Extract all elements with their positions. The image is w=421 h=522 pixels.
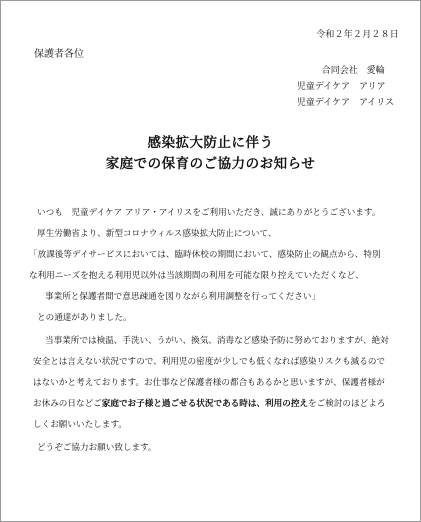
sender-facility-aria: 児童デイケア アリア <box>296 82 386 92</box>
quote-line-2: な利用ニーズを抱える利用児以外は当該期間の利用を可能な限り控えていただくなど、 <box>29 271 364 281</box>
closing-paragraph: どうぞご協力お願い致します。 <box>37 443 157 453</box>
main-line-3: はないかと考えております。お仕事など保護者様の都合もあるかと思いますが、保護者様が <box>33 378 385 388</box>
quote-line-1: 「放課後等デイサービスにおいては、臨時休校の期間において、感染防止の観点から、特別 <box>29 250 381 260</box>
notice-paragraph: との通達がありました。 <box>37 313 132 323</box>
main-line-1: 当事業所では検温、手洗い、うがい、換気、消毒など感染予防に努めておりますが、絶対 <box>45 336 389 346</box>
main-line-5: しくお願いいたします。 <box>33 420 127 430</box>
main-line-4-start: お休みの日などご <box>33 399 102 409</box>
sender-block <box>297 63 394 111</box>
title-line-2: 家庭での保育のご協力のお知らせ <box>105 156 316 172</box>
greeting-paragraph: いつも 児童デイケア アリア・アイリスをご利用いただき、誠にありがとうございます。 <box>37 208 381 218</box>
intro-paragraph: 厚生労働省より、新型コロナウィルス感染拡大防止について、 <box>37 229 277 239</box>
main-line-4-end: をご検討のほどよろ <box>308 399 386 409</box>
sender-facility-iris: 児童デイケア アイリス <box>296 98 394 108</box>
body-text <box>29 205 404 456</box>
quote-line-3: 事業所と保護者間で意思疎通を図りながら利用調整を行ってください」 <box>45 292 321 302</box>
sender-company: 合同会社 愛輪 <box>321 66 385 76</box>
main-line-4-emphasis: 家庭でお子様と過ごせる状況である時は、利用の控え <box>101 399 309 409</box>
main-line-2: 安全とは言えない状況ですので、利用児の密度が少しでも低くなれば感染リスクも減るので <box>33 357 386 367</box>
addressee: 保護者各位 <box>34 49 84 60</box>
document-date: 令和２年２月２８日 <box>316 30 399 40</box>
main-line-4 <box>29 396 404 412</box>
title-line-1: 感染拡大防止に伴う <box>147 135 274 151</box>
